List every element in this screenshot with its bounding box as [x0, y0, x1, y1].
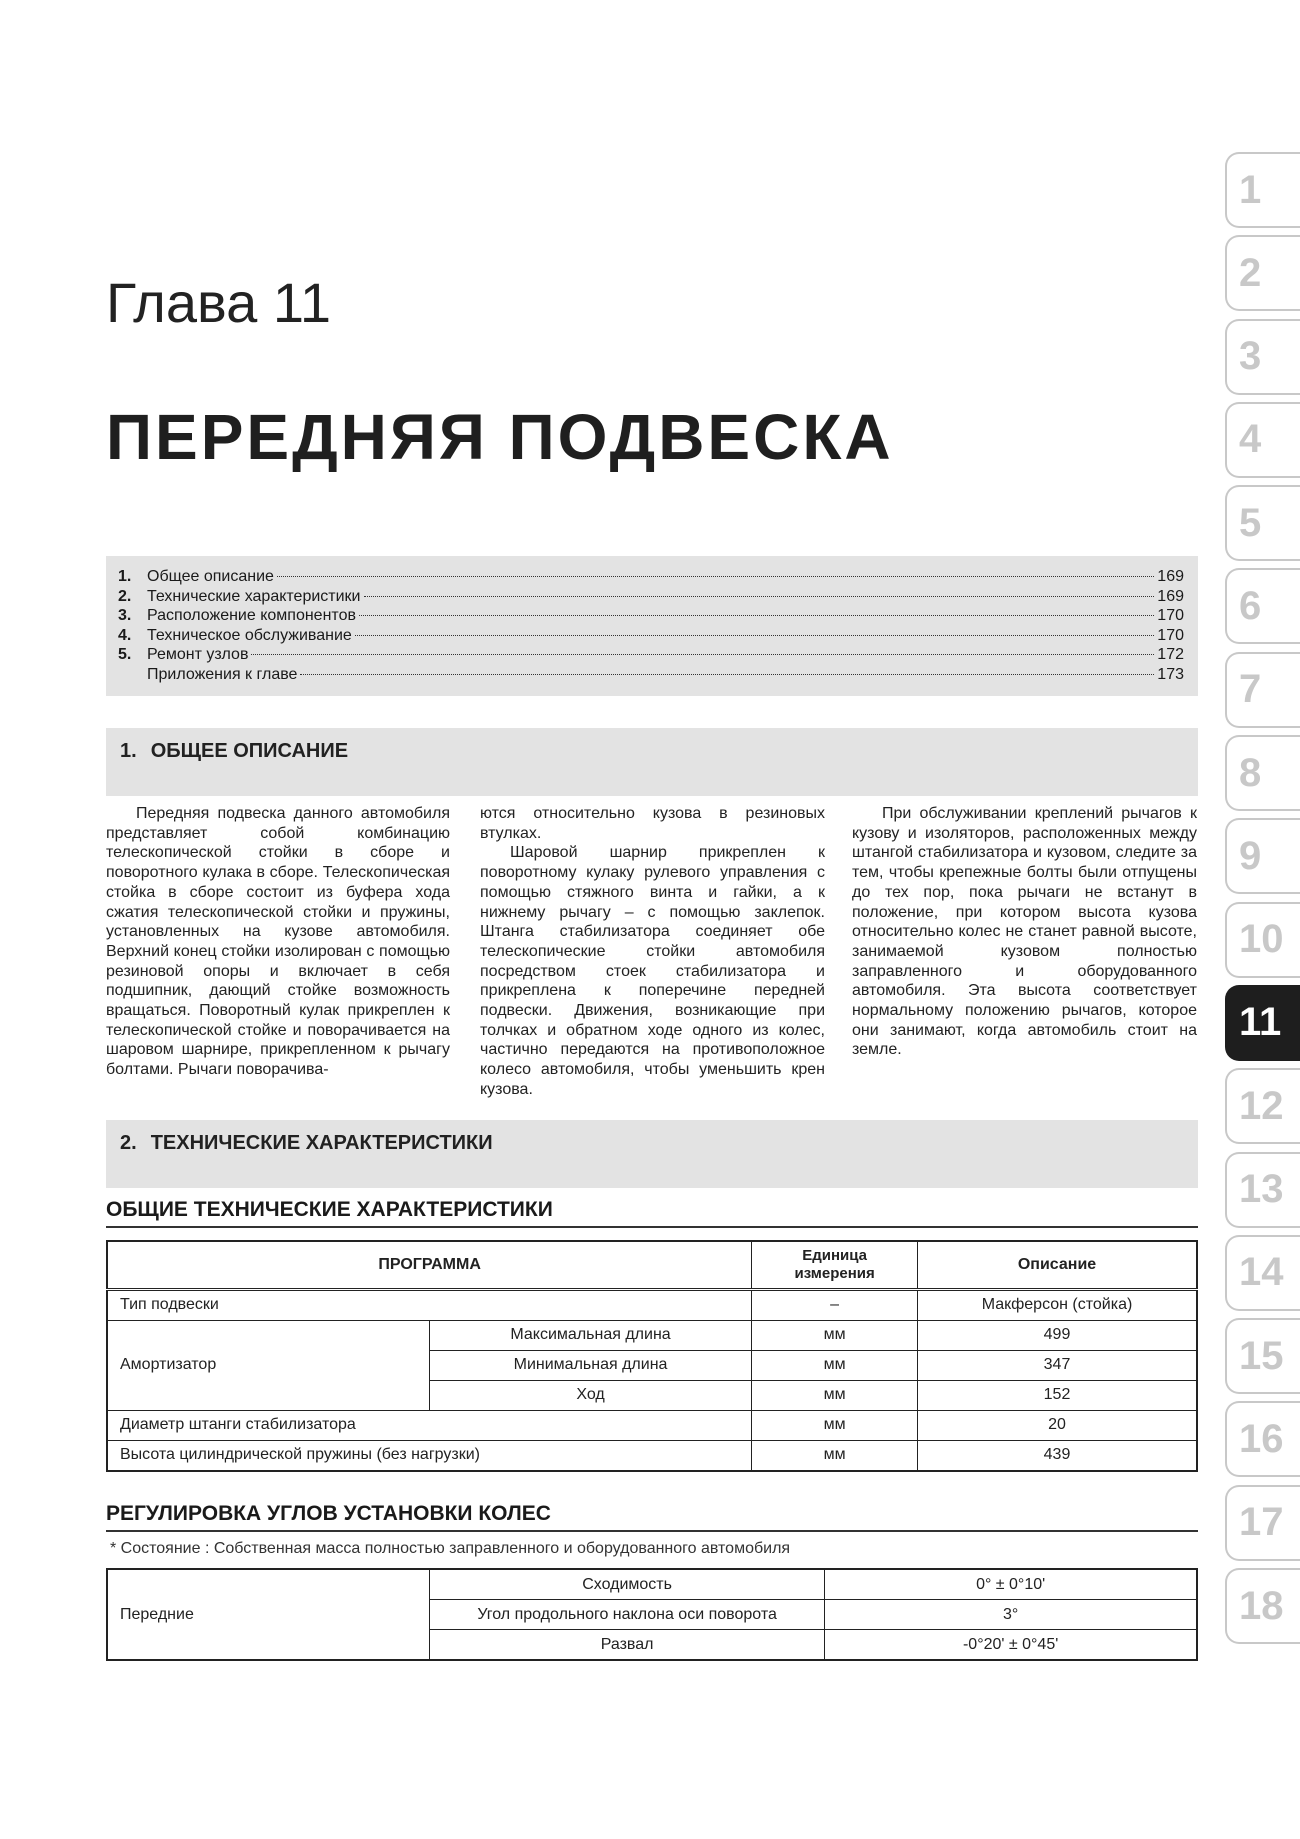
- toc-item-text: Технические характеристики: [147, 587, 361, 605]
- table-cell: 499: [918, 1320, 1197, 1350]
- toc-item-text: Ремонт узлов: [147, 646, 249, 664]
- toc-item-number: 2.: [118, 587, 132, 605]
- table-cell: Высота цилиндрической пружины (без нагрузки): [107, 1440, 752, 1471]
- table-cell: Передние: [107, 1569, 429, 1660]
- chapter-tab-18[interactable]: 18: [1225, 1568, 1300, 1644]
- table-cell: Макферсон (стойка): [918, 1289, 1197, 1320]
- paragraph: Передняя подвеска данного автомобиля представляет собой комбинацию телескопической стойки в сборе и поворотного кулака в сборе. Телескопическая стойка в сборе состоит из буфера хода сжатия телескопической стойки и пружины, установленных на кузове автомобиля. Верхний конец стойки изолирован с помощью резиновой опоры и включает в себя подшипник, дающий стойке возможность вращаться. Поворотный кулак прикреплен к телескопической стойке и поворачивается на шаровом шарнире, прикрепленном к рычагу болтами. Рычаги поворачива-: [106, 805, 450, 1079]
- chapter-tab-11-active[interactable]: 11: [1225, 985, 1300, 1061]
- toc-item[interactable]: [118, 627, 1184, 647]
- toc-item-number: 3.: [118, 607, 132, 625]
- table-cell: Амортизатор: [107, 1320, 429, 1410]
- section-title: ТЕХНИЧЕСКИЕ ХАРАКТЕРИСТИКИ: [150, 1132, 493, 1154]
- chapter-tab-15[interactable]: 15: [1225, 1318, 1300, 1394]
- alignment-heading: РЕГУЛИРОВКА УГЛОВ УСТАНОВКИ КОЛЕС: [106, 1502, 1198, 1532]
- chapter-title: ПЕРЕДНЯЯ ПОДВЕСКА: [106, 401, 894, 473]
- chapter-tab-10[interactable]: 10: [1225, 902, 1300, 978]
- toc-item[interactable]: [118, 666, 1184, 686]
- table-cell: 20: [918, 1410, 1197, 1440]
- paragraph: ются относительно кузова в резиновых втулках.: [480, 805, 825, 842]
- toc-item-page: 172: [1157, 646, 1184, 664]
- chapter-tab-5[interactable]: 5: [1225, 485, 1300, 561]
- toc-item-page: 170: [1157, 626, 1184, 644]
- chapter-tab-14[interactable]: 14: [1225, 1235, 1300, 1311]
- toc-item-text: Расположение компонентов: [147, 607, 356, 625]
- table-cell: мм: [752, 1320, 918, 1350]
- toc-item-number: 5.: [118, 646, 132, 664]
- chapter-tab-7[interactable]: 7: [1225, 652, 1300, 728]
- table-cell: 347: [918, 1350, 1197, 1380]
- table-cell: Сходимость: [429, 1569, 824, 1600]
- table-cell: мм: [752, 1380, 918, 1410]
- chapter-tab-4[interactable]: 4: [1225, 402, 1300, 478]
- table-cell: 0° ± 0°10': [825, 1569, 1197, 1600]
- section-number: 1.: [120, 740, 137, 762]
- chapter-tabs: [1225, 152, 1300, 1651]
- table-row: [107, 1320, 1197, 1350]
- paragraph: При обслуживании креплений рычагов к кузову и изоляторов, расположенных между штангой стабилизатора и кузовом, следите за тем, чтобы крепежные болты были отпущены до тех пор, пока рычаги не встанут в положение, при котором высота кузова относительно колес не станет равной высоте, занимаемой кузовом полностью заправленного и оборудованного автомобиля. Эта высота соответствует нормальному положению рычагов, которое они занимают, когда автомобиль стоит на земле.: [852, 805, 1197, 1059]
- table-of-contents: [106, 556, 1198, 696]
- chapter-label: Глава 11: [106, 271, 331, 334]
- chapter-tab-1[interactable]: 1: [1225, 152, 1300, 228]
- table-cell: 152: [918, 1380, 1197, 1410]
- table-cell: Тип подвески: [107, 1289, 752, 1320]
- column-header: Единица измерения: [752, 1241, 918, 1289]
- toc-item-text: Техническое обслуживание: [147, 626, 352, 644]
- chapter-tab-12[interactable]: 12: [1225, 1068, 1300, 1144]
- text-column-2: [480, 804, 825, 1100]
- chapter-tab-2[interactable]: 2: [1225, 235, 1300, 311]
- table-row: [107, 1410, 1197, 1440]
- table-cell: мм: [752, 1410, 918, 1440]
- toc-item-page: 173: [1157, 665, 1184, 683]
- table-cell: Диаметр штанги стабилизатора: [107, 1410, 752, 1440]
- section-number: 2.: [120, 1132, 137, 1154]
- toc-item[interactable]: [118, 568, 1184, 588]
- table-row: [107, 1440, 1197, 1471]
- toc-leader: [355, 635, 1155, 636]
- toc-item-number: 1.: [118, 568, 132, 585]
- toc-leader: [359, 615, 1154, 616]
- chapter-tab-3[interactable]: 3: [1225, 319, 1300, 395]
- chapter-tab-16[interactable]: 16: [1225, 1401, 1300, 1477]
- toc-item-page: 169: [1157, 568, 1184, 585]
- table-cell: 439: [918, 1440, 1197, 1471]
- table-cell: Развал: [429, 1630, 824, 1661]
- table-cell: –: [752, 1289, 918, 1320]
- toc-item[interactable]: [118, 588, 1184, 608]
- table-cell: 3°: [825, 1600, 1197, 1630]
- chapter-tab-17[interactable]: 17: [1225, 1485, 1300, 1561]
- toc-item-text: Приложения к главе: [147, 665, 298, 683]
- column-header: ПРОГРАММА: [107, 1241, 752, 1289]
- toc-item[interactable]: [118, 646, 1184, 666]
- toc-item-text: Общее описание: [147, 568, 274, 585]
- section-title: ОБЩЕЕ ОПИСАНИЕ: [150, 740, 349, 762]
- toc-item[interactable]: [118, 607, 1184, 627]
- general-specs-heading: ОБЩИЕ ТЕХНИЧЕСКИЕ ХАРАКТЕРИСТИКИ: [106, 1198, 1198, 1228]
- table-row: [107, 1289, 1197, 1320]
- paragraph: Шаровой шарнир прикреплен к поворотному кулаку рулевого управления с помощью стяжного винта и гайки, а к нижнему рычагу – с помощью заклепок. Штанга стабилизатора соединяет обе телескопические стойки автомобиля посредством стоек стабилизатора и прикреплена к поперечине передней подвески. Движения, возникающие при толчках и обратном ходе одного из колес, частично передаются на противоположное колесо автомобиля, чтобы уменьшить крен кузова.: [480, 844, 825, 1098]
- chapter-tab-13[interactable]: 13: [1225, 1152, 1300, 1228]
- text-column-1: [106, 804, 450, 1080]
- table-cell: Минимальная длина: [429, 1350, 751, 1380]
- table-header-row: [107, 1241, 1197, 1289]
- section-header-specifications: [106, 1120, 1198, 1188]
- table-cell: Максимальная длина: [429, 1320, 751, 1350]
- section-header-general-description: [106, 728, 1198, 796]
- toc-leader: [251, 654, 1154, 655]
- toc-item-page: 169: [1157, 587, 1184, 605]
- table-cell: Ход: [429, 1380, 751, 1410]
- toc-item-page: 170: [1157, 607, 1184, 625]
- chapter-tab-8[interactable]: 8: [1225, 735, 1300, 811]
- toc-leader: [300, 674, 1154, 675]
- general-specs-table: [106, 1240, 1198, 1472]
- table-cell: Угол продольного наклона оси поворота: [429, 1600, 824, 1630]
- toc-item-number: 4.: [118, 626, 132, 644]
- alignment-table: [106, 1568, 1198, 1661]
- column-header: Описание: [918, 1241, 1197, 1289]
- table-cell: -0°20' ± 0°45': [825, 1630, 1197, 1661]
- alignment-note: * Состояние : Собственная масса полностью заправленного и оборудованного автомобиля: [110, 1540, 791, 1557]
- table-row: [107, 1569, 1197, 1600]
- toc-leader: [364, 596, 1155, 597]
- chapter-tab-6[interactable]: 6: [1225, 568, 1300, 644]
- text-column-3: [852, 804, 1197, 1060]
- table-cell: мм: [752, 1350, 918, 1380]
- table-cell: мм: [752, 1440, 918, 1471]
- toc-leader: [277, 576, 1154, 577]
- chapter-tab-9[interactable]: 9: [1225, 818, 1300, 894]
